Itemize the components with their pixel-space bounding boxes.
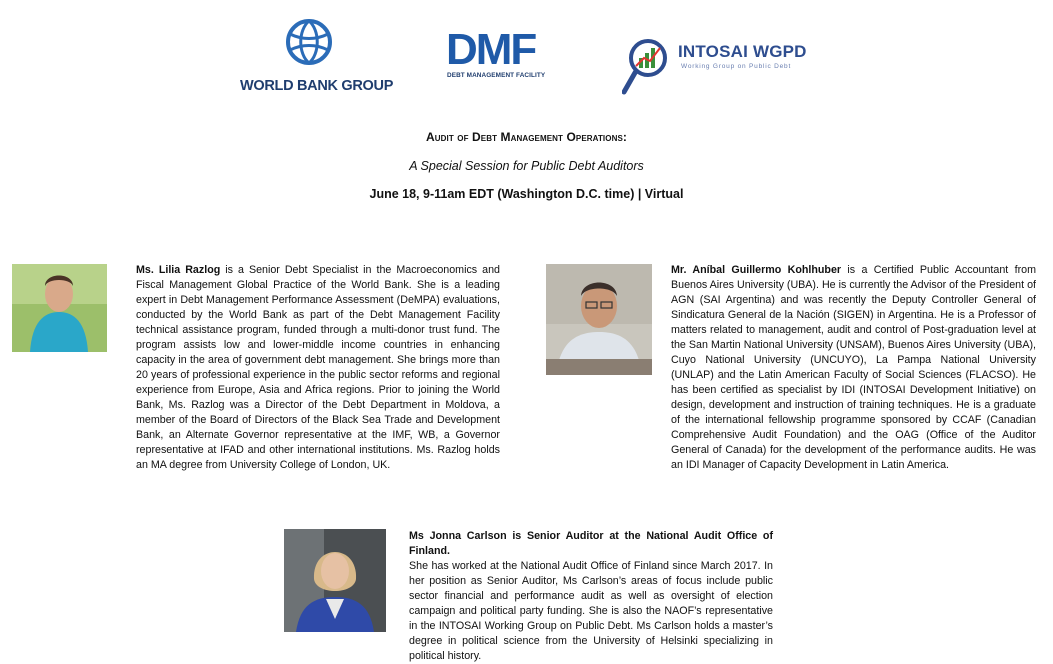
speaker-bio-text: is a Certified Public Accountant from Buenos Aires University (UBA). He is currently the Advisor of the President of AGN (SAI Argentina) and was recently the Deputy Controller General of Sindicatura General de la Nación (SIGEN) in Argentina. He is a Professor of matters related to management, audit and control of Post-graduation level at the San Martin National University (UNSAM), Buenos Aires University (UBA), Cuyo National University (UNCUYO), La Pampa National University (UNLAP) and the Latin American Faculty of Social Sciences (FLACSO). He has been certified as specialist by IDI (INTOSAI Development Initiative) on design, development and instruction of training techniques. He is a graduate of the international fellowship programme sponsored by CCAF (Canadian Comprehensive Audit Foundation) and the OAG (Office of the Auditor General of Canada) for the development of the performance audits. He was an IDI Manager of Capacity Development in Latin America. xyxy=(671,264,1036,471)
event-title: Audit of Debt Management Operations: xyxy=(425,130,627,144)
speaker-photo-carlson xyxy=(284,529,386,632)
speaker-photo-razlog xyxy=(12,264,107,352)
globe-icon xyxy=(286,18,332,68)
speaker-bio-text: is a Senior Debt Specialist in the Macroeconomics and Fiscal Management Global Practice of the World Bank. She is a leading expert in Debt Management Performance Assessment (DeMPA) evaluations, conducted by the World Bank as part of the Debt Management Facility technical assistance program, funded through a multi-donor trust fund. The program assists low and lower-middle income countries in enhancing capacity in the area of government debt management. She brings more than 20 years of professional experience in the public sector reforms and regional experience from Europe, Asia and Africa regions. Prior to joining the World Bank, Ms. Razlog was a Director of the Debt Department in Moldova, a member of the Board of Directors of the Black Sea Trade and Development Bank, an Alternate Governor representative at the IMF, WB, a Governor representative at IFAD and other international institutions. Ms. Razlog holds an MA degree from University College of London, UK. xyxy=(136,264,500,471)
speaker-photo-kohlhuber xyxy=(546,264,652,375)
intosai-wgpd-logo xyxy=(622,36,822,96)
speaker-name: Mr. Aníbal Guillermo Kohlhuber xyxy=(671,264,842,276)
speaker-bio-razlog xyxy=(136,263,500,473)
dmf-logo xyxy=(446,25,552,84)
speaker-name: Ms Jonna Carlson is Senior Auditor at the National Audit Office of Finland. xyxy=(409,530,773,557)
dmf-tagline: DEBT MANAGEMENT FACILITY xyxy=(447,72,546,79)
speaker-name: Ms. Lilia Razlog xyxy=(136,264,221,276)
magnifier-chart-icon xyxy=(622,36,678,96)
intosai-tagline: Working Group on Public Debt xyxy=(681,63,792,70)
event-subtitle: A Special Session for Public Debt Auditors xyxy=(409,159,644,173)
dmf-wordmark: DMF xyxy=(446,25,536,74)
intosai-wordmark: INTOSAI WGPD xyxy=(678,42,807,61)
speaker-bio-carlson xyxy=(409,529,773,664)
speaker-bio-kohlhuber xyxy=(671,263,1036,473)
speaker-bio-text: She has worked at the National Audit Office of Finland since March 2017. In her position as Senior Auditor, Ms Carlson’s areas of focus include public sector financial and performance audit as well as oversight of election campaign and political party funding. She is also the NAOF’s representative in the INTOSAI Working Group on Public Debt. Ms Carlson holds a master’s degree in political science from the University of Helsinki specializing in political history. xyxy=(409,560,773,662)
world-bank-group-wordmark: WORLD BANK GROUP xyxy=(240,78,394,94)
world-bank-group-logo xyxy=(240,18,394,98)
event-date-line: June 18, 9-11am EDT (Washington D.C. time) | Virtual xyxy=(369,187,684,201)
